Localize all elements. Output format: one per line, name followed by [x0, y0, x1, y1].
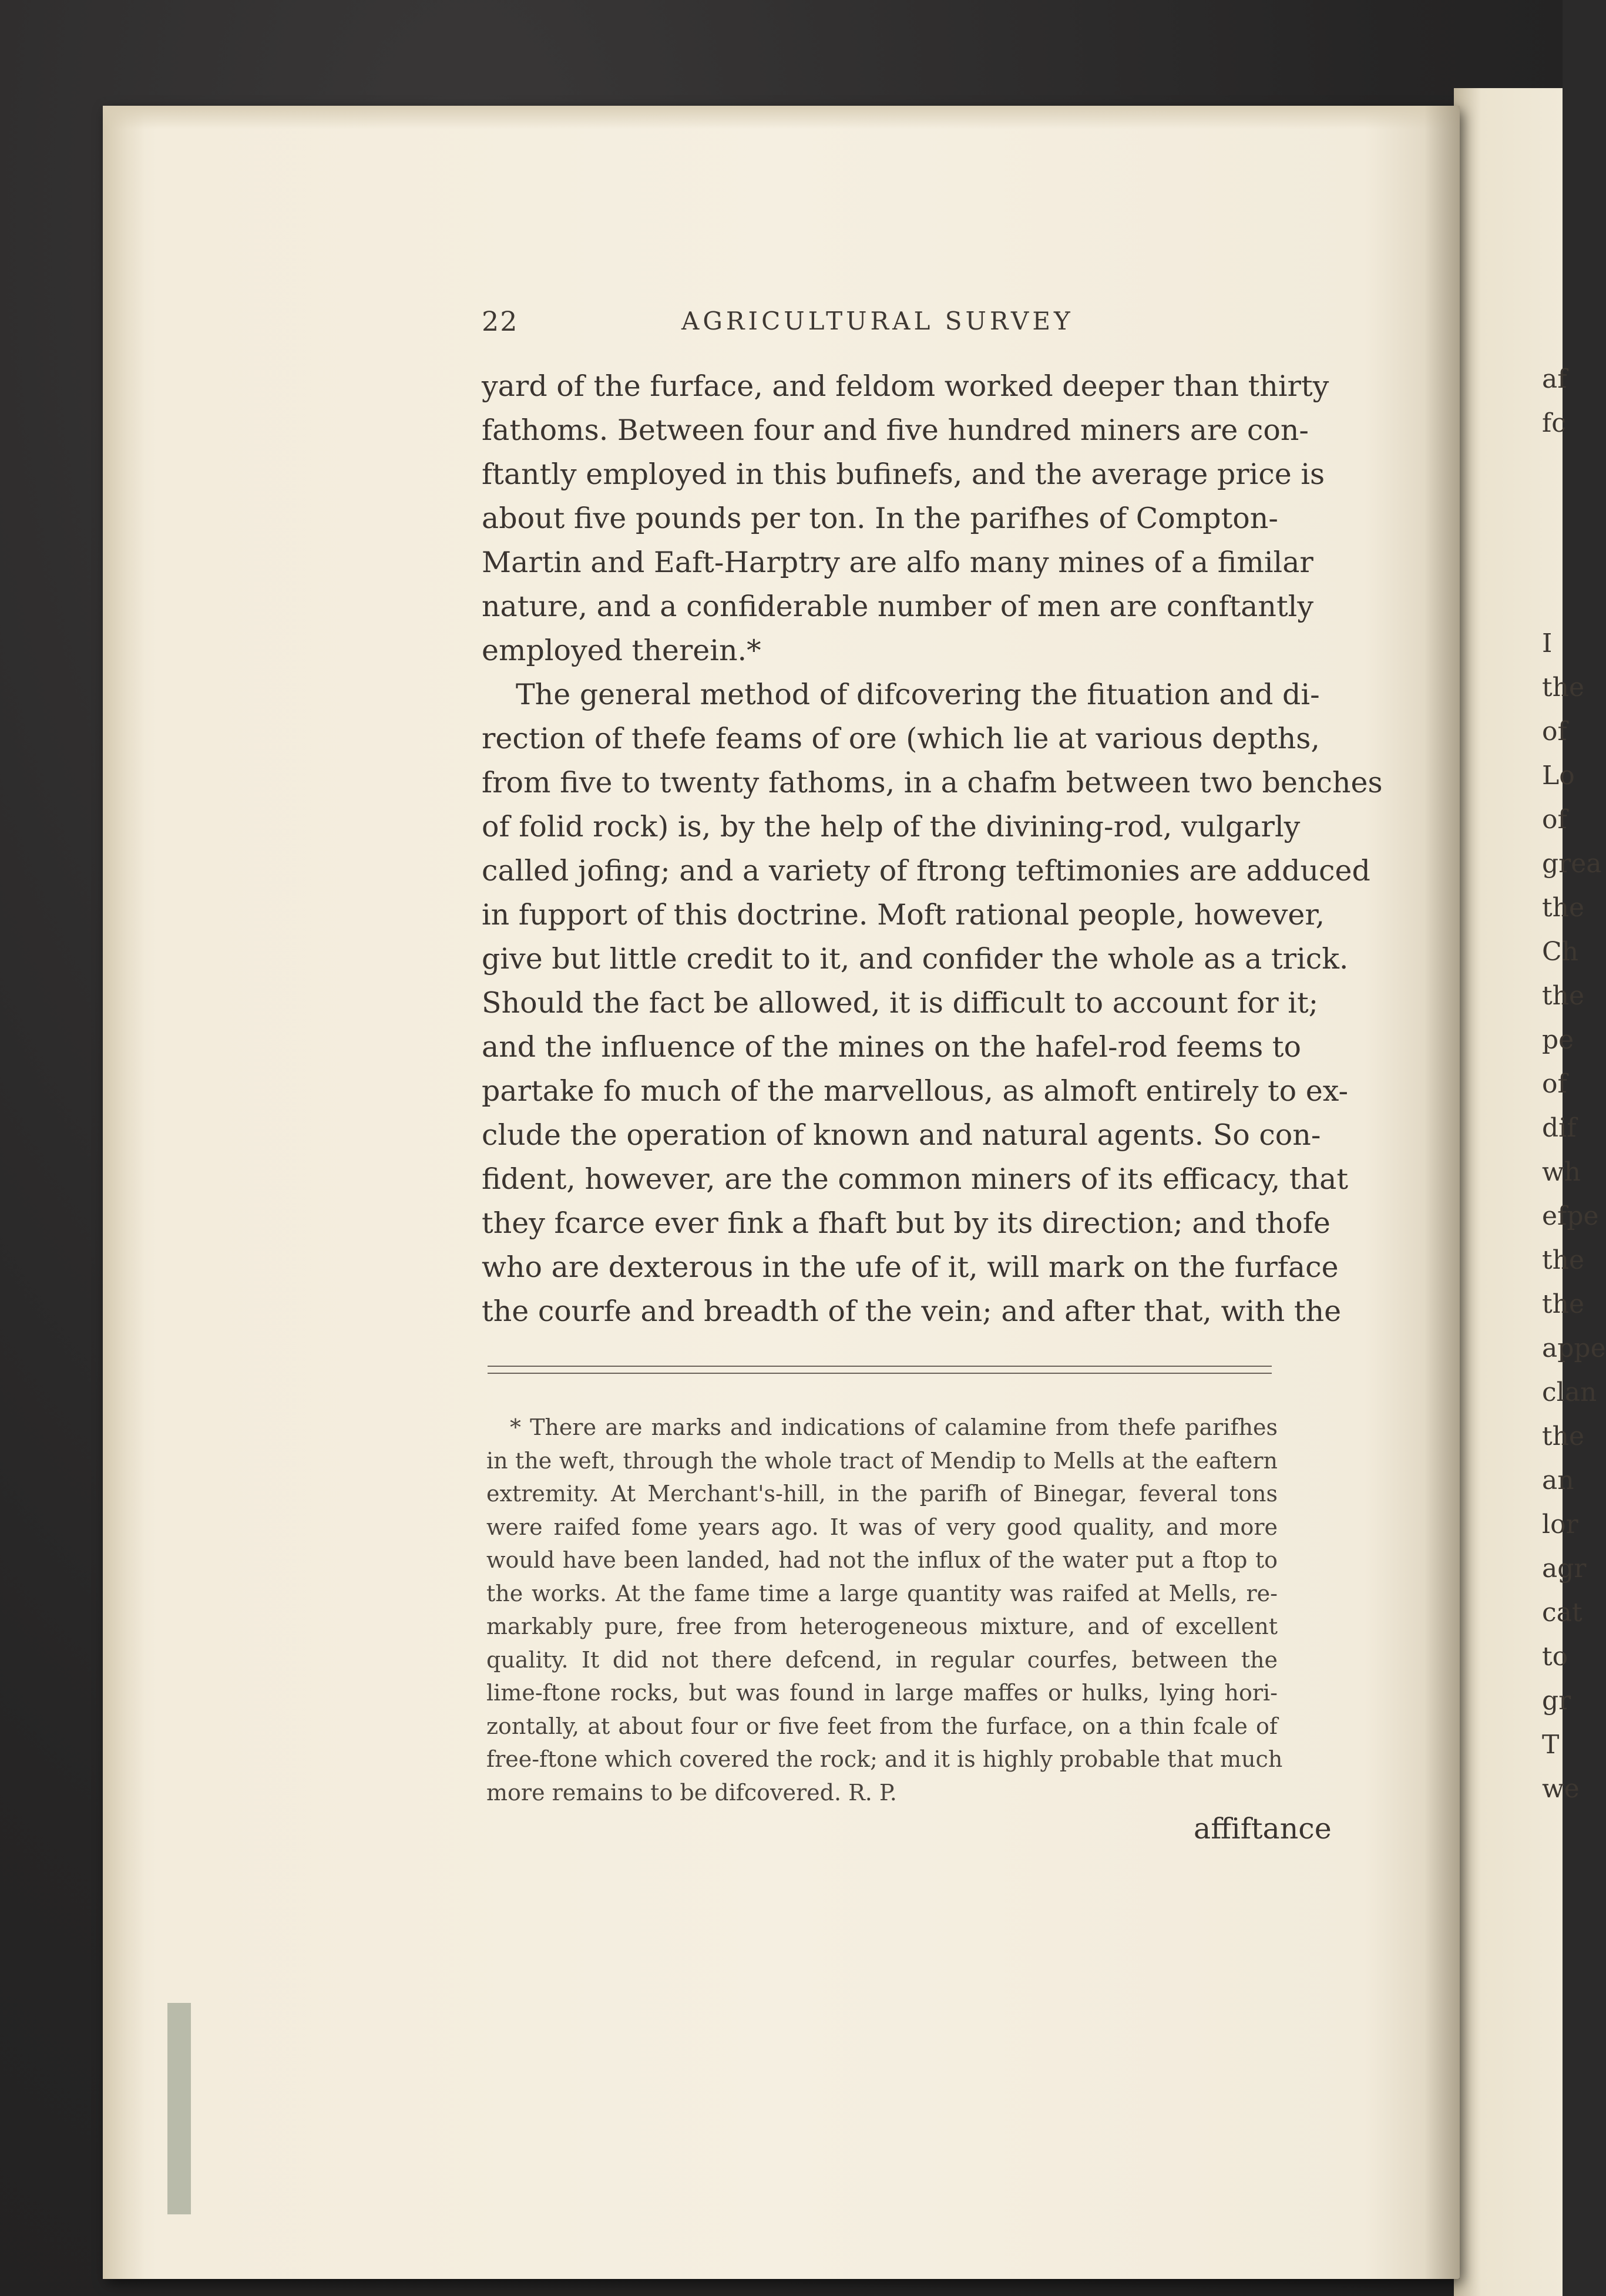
footnote-line: more remains to be difcovered. R. P.: [486, 1779, 897, 1806]
footnote-line: the works. At the fame time a large quantity was raifed at Mells, re-: [486, 1580, 1278, 1606]
footnote-line: extremity. At Merchant's-hill, in the parifh of Binegar, feveral tons: [486, 1481, 1278, 1507]
page-number: 22: [482, 305, 519, 337]
footnote-line: zontally, at about four or five feet from the furface, on a thin fcale of: [486, 1713, 1278, 1739]
facing-page-fragment: dif: [1542, 1113, 1577, 1143]
facing-page-fragment: of: [1542, 805, 1567, 835]
facing-page-fragment: gr: [1542, 1686, 1571, 1716]
text-line: The general method of difcovering the fituation and di-: [516, 678, 1320, 711]
text-line: employed therein.*: [482, 634, 761, 667]
text-line: who are dexterous in the ufe of it, will mark on the furface: [482, 1250, 1339, 1284]
text-line: clude the operation of known and natural agents. So con-: [482, 1118, 1321, 1152]
footnote-line: lime-ftone rocks, but was found in large maffes or hulks, lying hori-: [486, 1680, 1278, 1706]
text-line: Should the fact be allowed, it is difficult to account for it;: [482, 986, 1319, 1020]
text-line: they fcarce ever fink a fhaft but by its direction; and thofe: [482, 1206, 1331, 1240]
facing-page-fragment: T: [1542, 1730, 1560, 1760]
text-line: from five to twenty fathoms, in a chafm between two benches: [482, 766, 1383, 799]
page-tear: [167, 2003, 191, 2214]
text-line: fathoms. Between four and five hundred miners are con-: [482, 414, 1309, 447]
facing-page-fragment: the: [1542, 981, 1585, 1011]
footnote-line: would have been landed, had not the influx of the water put a ftop to: [486, 1547, 1278, 1573]
facing-page-fragment: cat: [1542, 1598, 1583, 1628]
text-line: nature, and a confiderable number of men are conftantly: [482, 590, 1313, 623]
facing-page-fragment: the: [1542, 1421, 1585, 1451]
text-line: about five pounds per ton. In the parifhes of Compton-: [482, 502, 1278, 535]
text-line: give but little credit to it, and confider the whole as a trick.: [482, 942, 1349, 976]
facing-page-fragment: appe: [1542, 1333, 1606, 1363]
facing-page-fragment: of: [1542, 1069, 1567, 1099]
facing-page-fragment: Ch: [1542, 937, 1579, 967]
footnote-line: * There are marks and indications of calamine from thefe parifhes: [510, 1414, 1278, 1440]
footnote-line: free-ftone which covered the rock; and it is highly probable that much: [486, 1746, 1283, 1772]
facing-page-fragment: af: [1542, 364, 1567, 394]
text-line: and the influence of the mines on the hafel-rod feems to: [482, 1030, 1301, 1064]
facing-page-fragment: the: [1542, 1289, 1585, 1319]
facing-page-fragment: efpe: [1542, 1201, 1599, 1231]
text-line: Martin and Eaft-Harptry are alfo many mines of a fimilar: [482, 546, 1313, 579]
footnote-line: in the weft, through the whole tract of Mendip to Mells at the eaftern: [486, 1447, 1278, 1474]
facing-page-fragment: the: [1542, 1245, 1585, 1275]
facing-page-fragment: lor: [1542, 1510, 1578, 1539]
facing-page-fragment: of: [1542, 717, 1567, 747]
facing-page-fragment: fc: [1542, 408, 1566, 438]
page-edge: [103, 106, 1460, 129]
footnote-rule: [488, 1373, 1272, 1374]
facing-page-fragment: Lo: [1542, 761, 1575, 791]
facing-page-fragment: an: [1542, 1465, 1574, 1495]
facing-page-fragment: the: [1542, 673, 1585, 702]
text-line: of folid rock) is, by the help of the divining-rod, vulgarly: [482, 810, 1301, 843]
running-title: AGRICULTURAL SURVEY: [681, 307, 1074, 335]
text-line: partake fo much of the marvellous, as almoft entirely to ex-: [482, 1074, 1349, 1108]
footnote-line: markably pure, free from heterogeneous mixture, and of excellent: [486, 1613, 1278, 1639]
facing-page-fragment: agr: [1542, 1554, 1587, 1584]
text-line: ftantly employed in this bufinefs, and the average price is: [482, 458, 1325, 491]
facing-page: [1454, 88, 1606, 2296]
facing-page-fragment: I: [1542, 628, 1553, 658]
page-header: [482, 305, 1281, 341]
facing-page-fragment: clan: [1542, 1377, 1597, 1407]
text-line: the courfe and breadth of the vein; and after that, with the: [482, 1295, 1342, 1328]
text-line: fident, however, are the common miners of its efficacy, that: [482, 1162, 1349, 1196]
footnote-line: were raifed fome years ago. It was of very good quality, and more: [486, 1514, 1278, 1540]
footnote-rule: [488, 1366, 1272, 1367]
page-edge: [103, 106, 144, 2279]
text-line: yard of the furface, and feldom worked deeper than thirty: [482, 369, 1329, 403]
footnote: [486, 1411, 1283, 1809]
facing-page-fragment: the: [1542, 893, 1585, 923]
facing-page-fragment: grea: [1542, 849, 1602, 879]
book-gutter: [1424, 106, 1460, 2279]
catchword: affiftance: [1194, 1812, 1332, 1845]
facing-page-fragment: wh: [1542, 1157, 1581, 1187]
footnote-line: quality. It did not there defcend, in regular courfes, between the: [486, 1646, 1278, 1673]
facing-page-fragment: pe: [1542, 1025, 1574, 1055]
text-line: in fupport of this doctrine. Moft rational people, however,: [482, 898, 1325, 932]
facing-page-fragment: to: [1542, 1642, 1568, 1672]
text-line: rection of thefe feams of ore (which lie at various depths,: [482, 722, 1321, 755]
facing-page-fragment: we: [1542, 1774, 1580, 1804]
text-line: called jofing; and a variety of ftrong teftimonies are adduced: [482, 854, 1370, 888]
body-text: [482, 364, 1383, 1333]
